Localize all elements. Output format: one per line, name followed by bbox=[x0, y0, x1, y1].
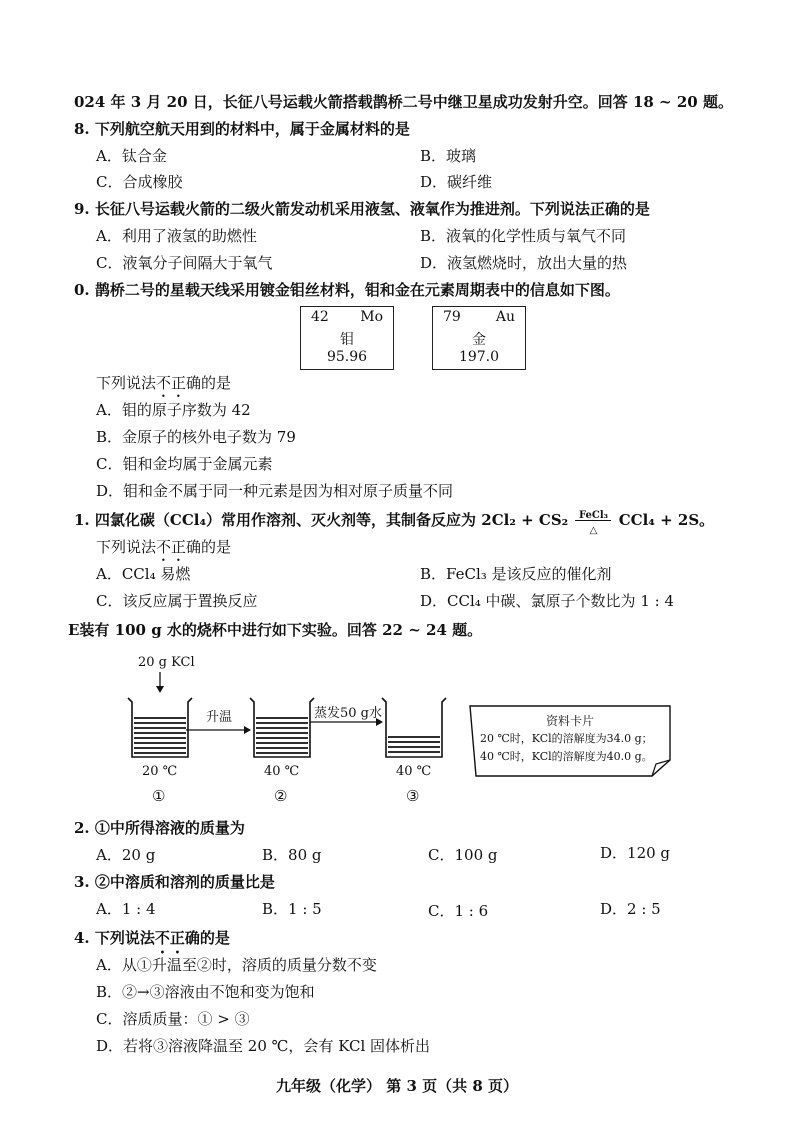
temp-2: 40 ℃ bbox=[264, 764, 300, 779]
q21-substem: 下列说法不正确的是 bbox=[96, 538, 232, 556]
q18-option-d: D．碳纤维 bbox=[420, 173, 493, 191]
temp-3: 40 ℃ bbox=[396, 764, 432, 779]
atomic-number: 79 bbox=[443, 309, 461, 325]
q24-option-c: C．溶质质量：① > ③ bbox=[96, 1010, 250, 1028]
label-2: ② bbox=[274, 787, 288, 805]
question-23-stem: 3. ②中溶质和溶剂的质量比是 bbox=[74, 873, 275, 891]
question-21-stem: 1. 四氯化碳（CCl₄）常用作溶剂、灭火剂等，其制备反应为 2Cl₂ + CS₂ FeCl₃ △ CCl₄ + 2S。 bbox=[74, 510, 715, 536]
step1-label: 升温 bbox=[206, 710, 233, 725]
section-intro-22-24: E装有 100 g 水的烧杯中进行如下实验。回答 22 ~ 24 题。 bbox=[68, 621, 483, 639]
q21-option-a: A．CCl₄ 易燃 bbox=[96, 565, 191, 583]
temp-1: 20 ℃ bbox=[142, 764, 178, 779]
q19-option-c: C．液氧分子间隔大于氧气 bbox=[96, 254, 273, 272]
label-3: ③ bbox=[406, 787, 420, 805]
q20-option-a: A．钼的原子序数为 42 bbox=[96, 401, 251, 419]
q21-option-c: C．该反应属于置换反应 bbox=[96, 592, 258, 610]
q23-option-a: A．1 : 4 bbox=[96, 900, 156, 918]
element-symbol: Mo bbox=[360, 309, 383, 325]
element-symbol: Au bbox=[495, 309, 515, 325]
question-18-stem: 8. 下列航空航天用到的材料中，属于金属材料的是 bbox=[74, 120, 410, 138]
q24-option-b: B．②→③溶液由不饱和变为饱和 bbox=[96, 983, 315, 1001]
question-24-stem: 4. 下列说法不正确的是 bbox=[74, 929, 230, 947]
question-19-stem: 9. 长征八号运载火箭的二级火箭发动机采用液氢、液氧作为推进剂。下列说法正确的是 bbox=[74, 200, 650, 218]
q21-option-b: B．FeCl₃ 是该反应的催化剂 bbox=[420, 565, 612, 583]
q20-option-d: D．钼和金不属于同一种元素是因为相对原子质量不同 bbox=[96, 482, 454, 500]
q22-option-c: C．100 g bbox=[428, 846, 498, 864]
q20-substem: 下列说法不正确的是 bbox=[96, 374, 232, 392]
q18-option-a: A．钛合金 bbox=[96, 147, 167, 165]
question-20-stem: 0. 鹊桥二号的星载天线采用镀金钼丝材料，钼和金在元素周期表中的信息如下图。 bbox=[74, 281, 620, 299]
question-22-stem: 2. ①中所得溶液的质量为 bbox=[74, 819, 245, 837]
data-card-line-1: 20 ℃时，KCl的溶解度为34.0 g； bbox=[480, 732, 653, 745]
add-kcl-label: 20 g KCl bbox=[138, 655, 195, 670]
beaker-1 bbox=[128, 698, 192, 757]
q23-option-c: C．1 : 6 bbox=[428, 902, 489, 920]
data-card-line-2: 40 ℃时，KCl的溶解度为40.0 g。 bbox=[480, 750, 653, 763]
q20-option-b: B．金原子的核外电子数为 79 bbox=[96, 428, 296, 446]
reaction-arrow: FeCl₃ △ bbox=[573, 510, 613, 530]
section-intro-18-20: 024 年 3 月 20 日，长征八号运载火箭搭载鹊桥二号中继卫星成功发射升空。回答 18 ~ 20 题。 bbox=[74, 93, 733, 111]
q22-option-a: A．20 g bbox=[96, 846, 156, 864]
label-1: ① bbox=[152, 787, 166, 805]
q19-option-a: A．利用了液氢的助燃性 bbox=[96, 227, 257, 245]
element-name: 金 bbox=[472, 332, 486, 348]
q22-option-d: D．120 g bbox=[600, 844, 671, 862]
q19-option-b: B．液氧的化学性质与氧气不同 bbox=[420, 227, 627, 245]
q18-option-c: C．合成橡胶 bbox=[96, 173, 183, 191]
q24-option-a: A．从①升温至②时，溶质的质量分数不变 bbox=[96, 956, 377, 974]
page-footer: 九年级（化学） 第 3 页（共 8 页） bbox=[276, 1077, 518, 1095]
q23-option-b: B．1 : 5 bbox=[262, 900, 322, 918]
q20-option-c: C．钼和金均属于金属元素 bbox=[96, 455, 273, 473]
q18-option-b: B．玻璃 bbox=[420, 147, 477, 165]
q22-option-b: B．80 g bbox=[262, 846, 322, 864]
step2-label: 蒸发50 g水 bbox=[314, 706, 382, 721]
q19-option-d: D．液氢燃烧时，放出大量的热 bbox=[420, 254, 628, 272]
element-name: 钼 bbox=[340, 332, 354, 348]
beaker-2 bbox=[250, 698, 314, 757]
atomic-mass: 197.0 bbox=[458, 349, 500, 365]
atomic-mass: 95.96 bbox=[326, 349, 368, 365]
beaker-3 bbox=[382, 698, 446, 757]
data-card-title: 资料卡片 bbox=[545, 714, 594, 728]
data-card bbox=[470, 706, 670, 772]
q21-option-d: D．CCl₄ 中碳、氯原子个数比为 1 : 4 bbox=[420, 592, 675, 610]
q24-option-d: D．若将③溶液降温至 20 ℃，会有 KCl 固体析出 bbox=[96, 1037, 431, 1055]
atomic-number: 42 bbox=[311, 309, 329, 325]
q23-option-d: D．2 : 5 bbox=[600, 900, 661, 918]
